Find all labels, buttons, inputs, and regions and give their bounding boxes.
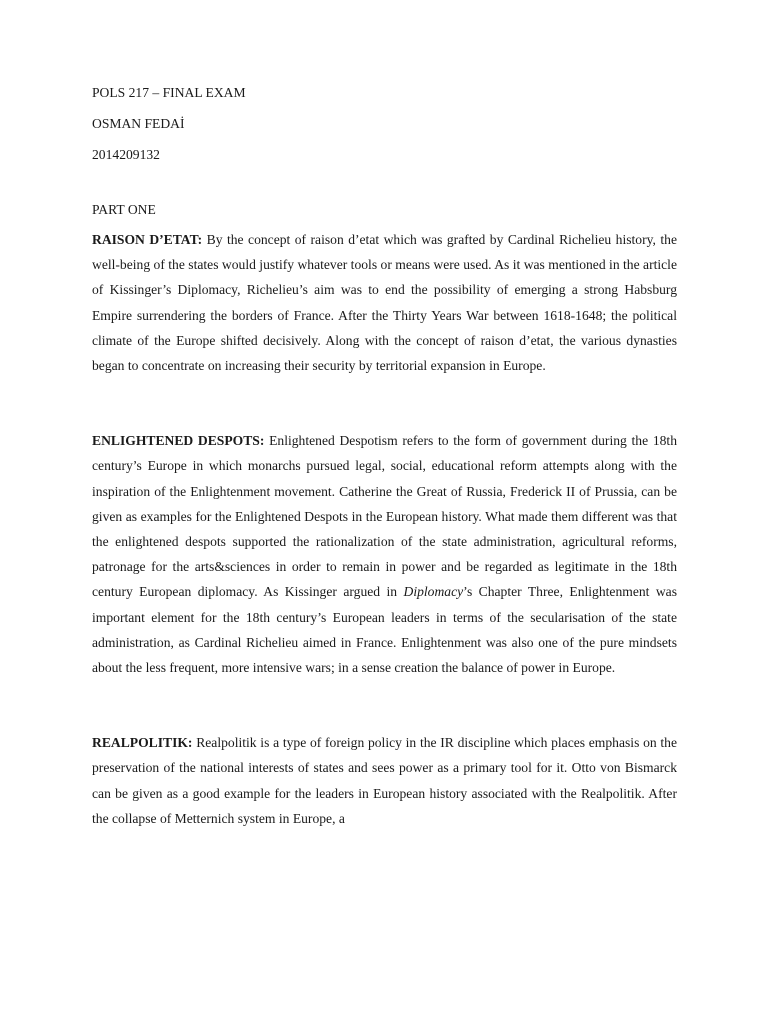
document-page [92, 84, 677, 831]
section-realpolitik [92, 730, 677, 831]
section-body: By the concept of raison d’etat which was grafted by Cardinal Richelieu history, the well-being of the states would justify whatever tools or means were used. As it was mentioned in the article of Kissinger’s Diplomacy, Richelieu’s aim was to end the possibility of emerging a strong Habsburg Empire surrendering the borders of France. After the Thirty Years War between 1618-1648; the political climate of the Europe shifted decisively. Along with the concept of raison d’etat, the various dynasties began to concentrate on increasing their security by territorial expansion in Europe. [92, 232, 677, 374]
spacer [92, 378, 677, 428]
section-raison-detat [92, 227, 677, 378]
part-heading: PART ONE [92, 202, 156, 217]
section-term: RAISON D’ETAT: [92, 232, 203, 247]
student-name: OSMAN FEDAİ [92, 116, 185, 131]
spacer [92, 680, 677, 730]
section-body: Realpolitik is a type of foreign policy in the IR discipline which places emphasis on the preservation of the national interests of states and sees power as a primary tool for it. Otto von Bismarck can be given as a good example for the leaders in European history associated with the Realpolitik. After the collapse of Metternich system in Europe, a [92, 735, 677, 826]
section-term: REALPOLITIK: [92, 735, 193, 751]
course-title: POLS 217 – FINAL EXAM [92, 85, 246, 100]
student-id: 2014209132 [92, 147, 160, 162]
section-body-continued: ’s Chapter Three, Enlightenment was important element for the 18th century’s European leaders in terms of the secularisation of the state administration, as Cardinal Richelieu aimed in France. Enlightenment was also one of the pure mindsets about the less frequent, more intensive wars; in a sense creation the balance of power in Europe. [92, 584, 677, 676]
section-enlightened-despots [92, 428, 677, 680]
section-body: Enlightened Despotism refers to the form of government during the 18th century’s Europe in which monarchs pursued legal, social, educational reform attempts along with the inspiration of the Enlightenment movement. Catherine the Great of Russia, Frederick II of Prussia, can be given as examples for the Enlightened Despots in the European history. What made them different was that the enlightened despots supported the rationalization of the state administration, agricultural reforms, patronage for the arts&sciences in order to remain in power and be regarded as legitimate in the 18th century European diplomacy. As Kissinger argued in [92, 433, 677, 600]
section-term: ENLIGHTENED DESPOTS: [92, 433, 265, 449]
book-title: Diplomacy [403, 584, 464, 600]
